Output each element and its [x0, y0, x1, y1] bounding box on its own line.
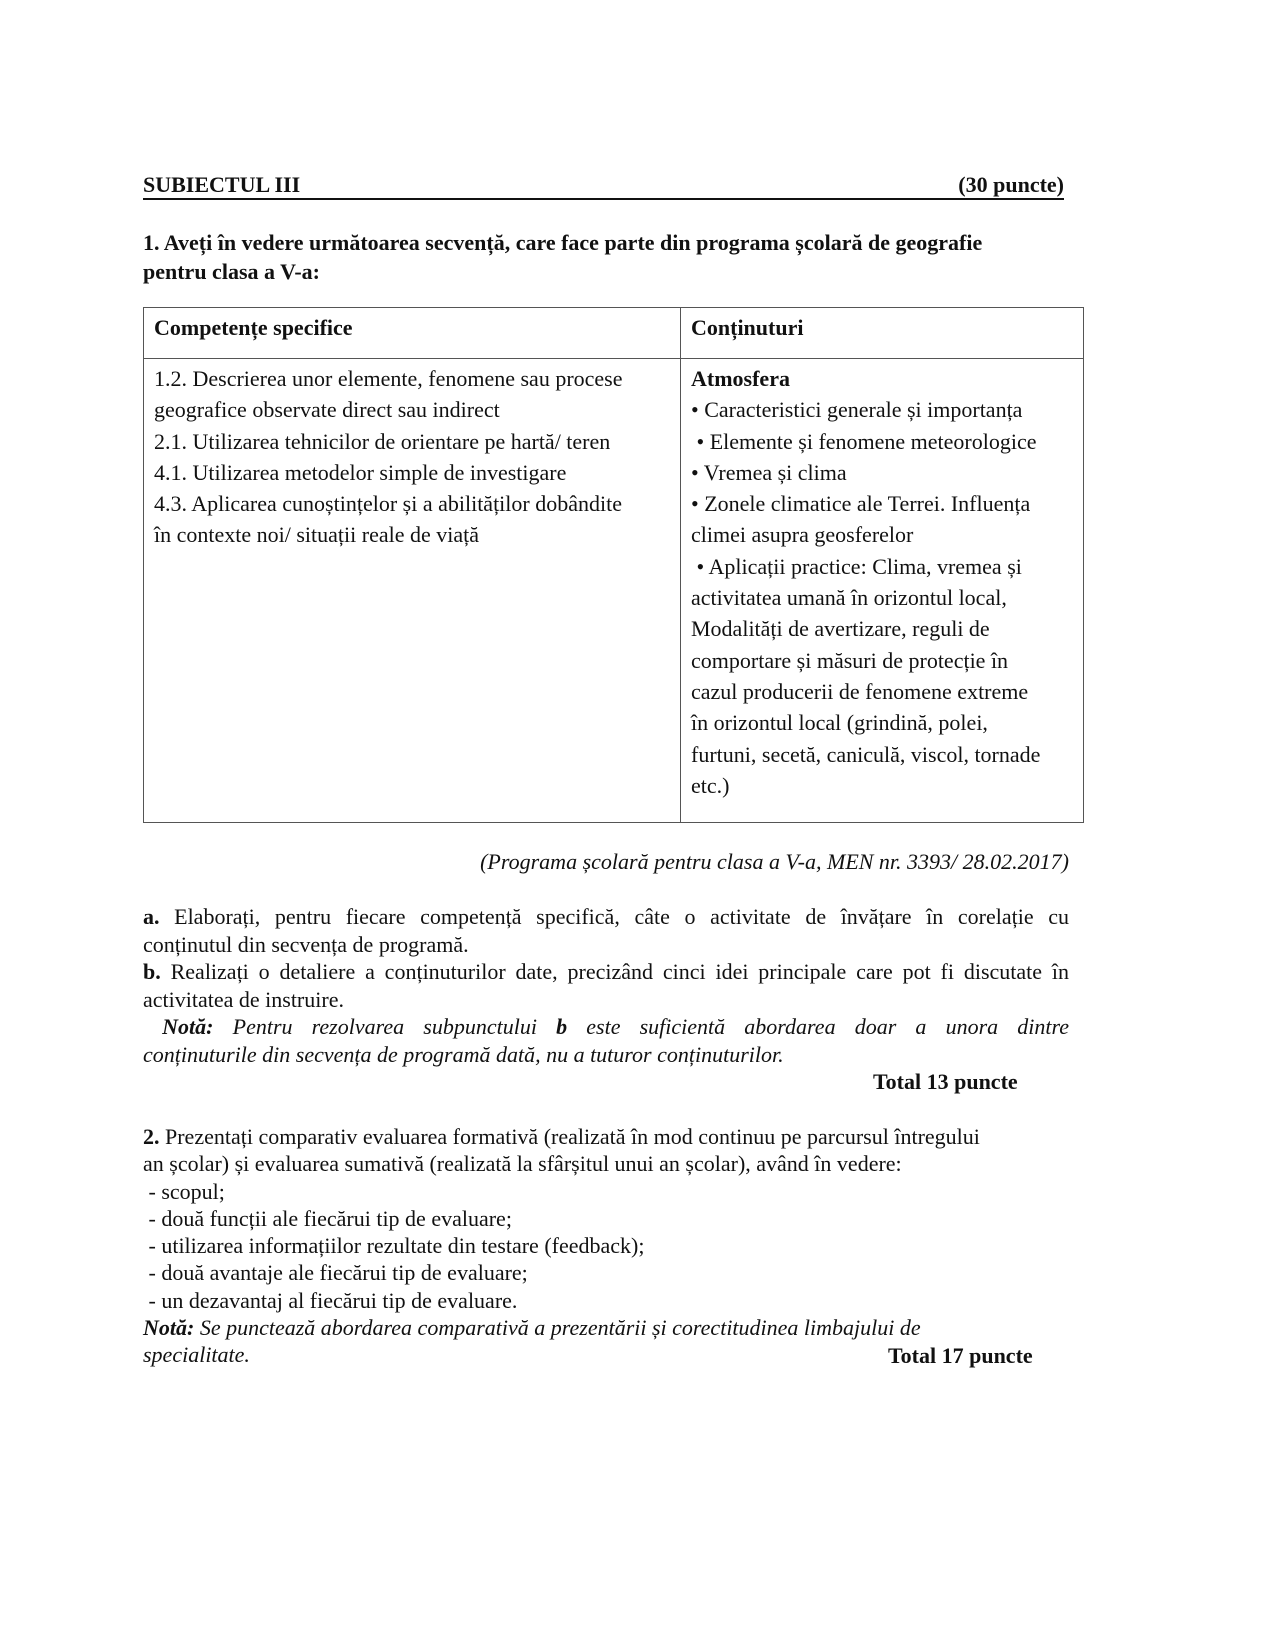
- text-line: • Caracteristici generale și importanța: [691, 397, 1023, 423]
- text-line: cazul producerii de fenomene extreme: [691, 678, 1029, 704]
- text-line: • Zonele climatice ale Terrei. Influența: [691, 491, 1031, 517]
- text-line: specialitate.: [143, 1342, 250, 1368]
- text-line: 4.1. Utilizarea metodelor simple de investigare: [154, 459, 567, 485]
- content-title: Atmosfera: [691, 366, 790, 391]
- list-item: - un dezavantaj al fiecărui tip de evaluare.: [143, 1287, 518, 1313]
- total-17: Total 17 puncte: [888, 1343, 1033, 1368]
- text-line: 4.3. Aplicarea cunoștințelor și a abilităților dobândite: [154, 491, 622, 517]
- list-item: - două funcții ale fiecărui tip de evaluare;: [143, 1205, 512, 1231]
- list-item: - scopul;: [143, 1178, 225, 1204]
- text-line: • Vremea și clima: [691, 459, 847, 485]
- text-line: activitatea de instruire.: [143, 986, 344, 1012]
- text-line: pentru clasa a V-a:: [143, 259, 321, 284]
- table-header-row: [144, 308, 1084, 359]
- subpoint-b: [143, 958, 1069, 1013]
- text-line: Elaborați, pentru fiecare competență specifică, câte o activitate de învățare în corelație cu: [174, 904, 1069, 929]
- text-span: Se punctează abordarea comparativă a prezentării și corectitudinea limbajului de: [199, 1315, 921, 1341]
- label-b: b.: [143, 959, 161, 984]
- note-label: Notă:: [143, 1315, 195, 1341]
- text-line: 1.2. Descrierea unor elemente, fenomene sau procese: [154, 366, 623, 391]
- subpoint-a: [143, 903, 1069, 958]
- text-span: este suficientă abordarea doar a unora dintre: [586, 1014, 1070, 1039]
- curriculum-table: [143, 307, 1084, 823]
- text-line: geografice observate direct sau indirect: [154, 397, 500, 423]
- label-2: 2.: [143, 1124, 160, 1149]
- text-line: • Aplicații practice: Clima, vremea și: [691, 553, 1022, 579]
- text-line: an școlar) și evaluarea sumativă (realizată la sfârșitul unui an școlar), având în vedere:: [143, 1151, 902, 1177]
- text-line: Modalități de avertizare, reguli de: [691, 616, 990, 642]
- text-line: conținutul din secvența de programă.: [143, 931, 469, 957]
- text-line: în orizontul local (grindină, polei,: [691, 710, 988, 736]
- section-header: [143, 172, 1064, 200]
- total-13: Total 13 puncte: [873, 1069, 1018, 1094]
- text-line: 2.1. Utilizarea tehnicilor de orientare pe hartă/ teren: [154, 428, 611, 454]
- text-span: Pentru rezolvarea subpunctului: [232, 1014, 537, 1039]
- header-competente: Competențe specifice: [144, 308, 681, 359]
- text-line: Realizați o detaliere a conținuturilor date, precizând cinci idei principale care pot fi discutate în: [170, 959, 1069, 984]
- section-points: (30 puncte): [958, 172, 1064, 197]
- competente-cell: [144, 359, 681, 823]
- text-line: activitatea umană în orizontul local,: [691, 585, 1007, 611]
- text-line: etc.): [691, 772, 730, 798]
- text-line: • Elemente și fenomene meteorologice: [691, 428, 1037, 454]
- question-1-prompt: [143, 228, 982, 286]
- table-row: [144, 359, 1084, 823]
- text-span: Prezentați comparativ evaluarea formativă (realizată în mod continuu pe parcursul întregului: [165, 1124, 980, 1149]
- list-item: - două avantaje ale fiecărui tip de evaluare;: [143, 1260, 528, 1286]
- list-item: - utilizarea informațiilor rezultate din testare (feedback);: [143, 1233, 645, 1259]
- text-line: furtuni, secetă, caniculă, viscol, tornade: [691, 741, 1041, 767]
- text-span: b: [556, 1014, 568, 1039]
- note-1: [143, 1013, 1069, 1068]
- text-line: în contexte noi/ situații reale de viață: [154, 522, 479, 548]
- text-line: 1. Aveți în vedere următoarea secvență, care face parte din programa școlară de geografie: [143, 230, 983, 255]
- source-citation: (Programa școlară pentru clasa a V-a, MEN nr. 3393/ 28.02.2017): [480, 849, 1069, 874]
- question-2: [143, 1123, 1069, 1369]
- text-line: comportare și măsuri de protecție în: [691, 647, 1009, 673]
- text-line: conținuturile din secvența de programă dată, nu a tuturor conținuturilor.: [143, 1041, 784, 1067]
- continuturi-cell: [681, 359, 1084, 823]
- section-title: SUBIECTUL III: [143, 172, 301, 197]
- label-a: a.: [143, 904, 160, 929]
- note-label: Notă:: [162, 1014, 214, 1039]
- header-continuturi: Conținuturi: [681, 308, 1084, 359]
- text-line: climei asupra geosferelor: [691, 522, 914, 548]
